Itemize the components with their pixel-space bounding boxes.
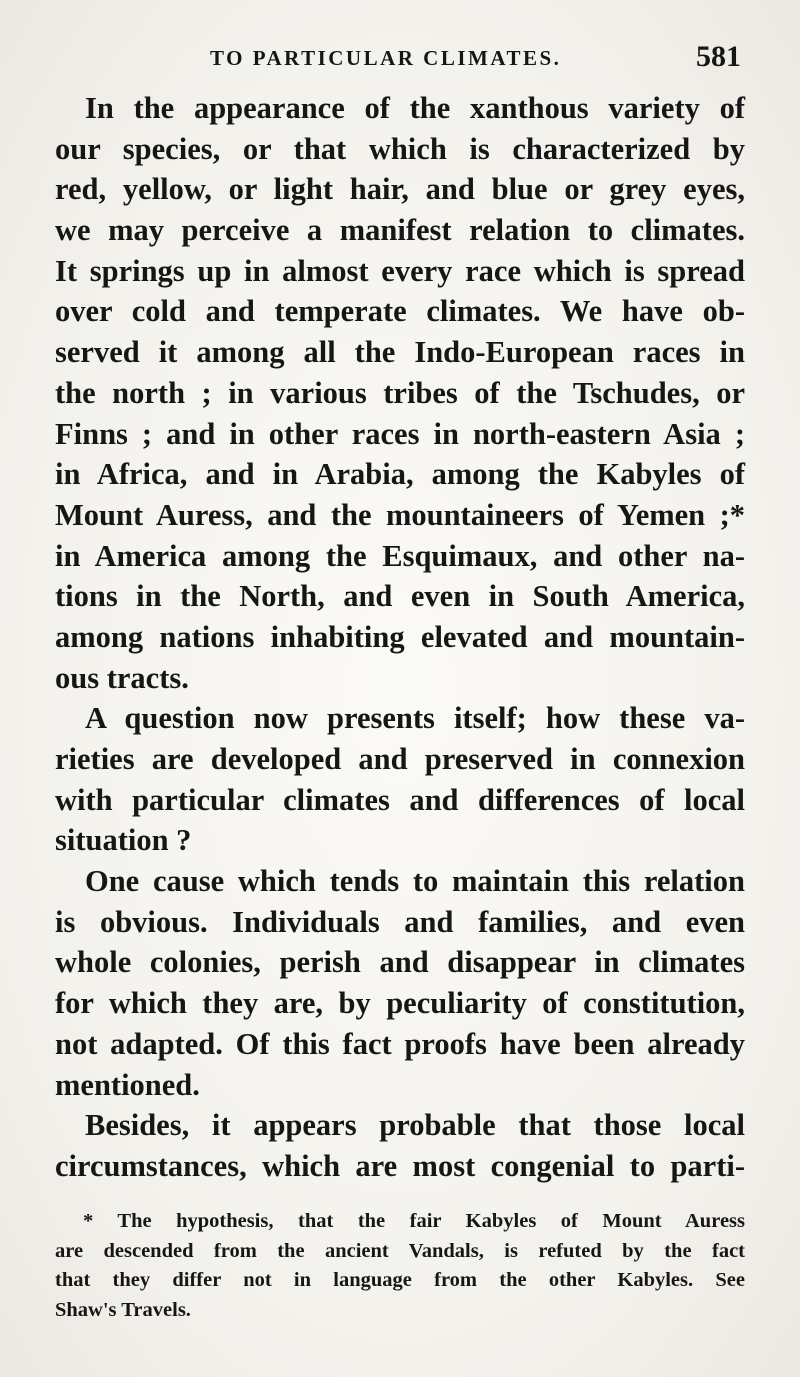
text-line: the north ; in various tribes of the Tschudes, or [55,375,745,410]
text-line: circumstances, which are most congenial to parti- [55,1148,745,1183]
text-line: ous tracts. [55,660,189,695]
text-line: One cause which tends to maintain this relation [85,864,745,899]
footnote-line: are descended from the ancient Vandals, is refuted by the fact [55,1239,745,1262]
text-line: among nations inhabiting elevated and mountain- [55,619,745,654]
text-line: In the appearance of the xanthous variety of [85,91,745,125]
text-line: over cold and temperate climates. We have ob- [55,294,745,329]
body-text [55,88,745,1187]
footnote [55,1207,745,1325]
text-line: for which they are, by peculiarity of constitution, [55,986,745,1021]
text-line: mentioned. [55,1067,200,1102]
text-line: rieties are developed and preserved in connexion [55,742,745,776]
text-line: not adapted. Of this fact proofs have been already [55,1026,745,1061]
page-header [55,40,745,80]
page-number: 581 [696,40,741,73]
text-line: served it among all the Indo-European races in [55,335,745,370]
text-line: A question now presents itself; how these va- [85,701,745,736]
text-line: tions in the North, and even in South America, [55,579,745,614]
text-line: Besides, it appears probable that those local [85,1108,745,1143]
text-line: Mount Auress, and the mountaineers of Yemen ;* [55,497,745,532]
text-line: red, yellow, or light hair, and blue or grey eyes, [55,172,745,207]
text-line: in America among the Esquimaux, and other na- [55,538,745,573]
running-head: TO PARTICULAR CLIMATES. [210,46,562,70]
footnote-line: that they differ not in language from the other Kabyles. See [55,1269,745,1291]
footnote-line: * The hypothesis, that the fair Kabyles of Mount Auress [83,1210,745,1232]
text-line: with particular climates and differences of local [55,782,745,817]
text-line: is obvious. Individuals and families, and even [55,904,745,939]
text-line: in Africa, and in Arabia, among the Kabyles of [55,457,745,492]
text-line: Finns ; and in other races in north-eastern Asia ; [55,416,745,451]
text-line: we may perceive a manifest relation to climates. [55,213,745,248]
text-line: our species, or that which is characterized by [55,131,745,166]
text-line: It springs up in almost every race which is spread [55,253,745,288]
text-line: situation ? [55,823,192,858]
footnote-line: Shaw's Travels. [55,1298,191,1321]
text-line: whole colonies, perish and disappear in climates [55,945,745,980]
